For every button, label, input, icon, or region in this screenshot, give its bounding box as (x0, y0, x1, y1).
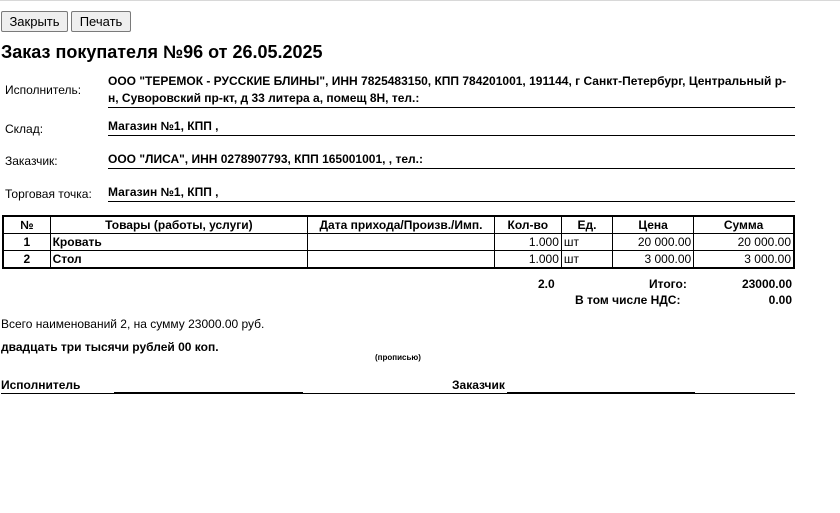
signature-baseline (1, 393, 795, 394)
header-date: Дата прихода/Произв./Имп. (308, 216, 494, 234)
print-button[interactable]: Печать (71, 11, 131, 32)
header-qty: Кол-во (494, 216, 561, 234)
table-row (3, 234, 794, 251)
header-sum: Сумма (694, 216, 794, 234)
amount-in-words: двадцать три тысячи рублей 00 коп. (1, 340, 219, 354)
page-title: Заказ покупателя №96 от 26.05.2025 (1, 42, 323, 62)
summary-line: Всего наименований 2, на сумму 23000.00 руб. (1, 317, 265, 331)
row-date (308, 251, 494, 269)
row-goods: Кровать (50, 234, 308, 251)
row-date (308, 234, 494, 251)
row-unit: шт (561, 234, 612, 251)
customer-label: Заказчик: (5, 154, 58, 168)
row-qty: 1.000 (494, 234, 561, 251)
customer-signature-line (507, 392, 695, 393)
items-table (2, 215, 795, 269)
header-goods: Товары (работы, услуги) (50, 216, 308, 234)
row-num: 1 (3, 234, 50, 251)
header-unit: Ед. (561, 216, 612, 234)
signature-executor-label: Исполнитель (1, 378, 81, 392)
row-qty: 1.000 (494, 251, 561, 269)
outlet-label: Торговая точка: (5, 187, 92, 201)
customer-value: ООО "ЛИСА", ИНН 0278907793, КПП 165001001, , тел.: (108, 151, 795, 169)
top-border (0, 0, 840, 1)
row-price: 20 000.00 (613, 234, 694, 251)
row-goods: Стол (50, 251, 308, 269)
row-unit: шт (561, 251, 612, 269)
executor-signature-line (114, 392, 303, 393)
qty-total: 2.0 (538, 277, 555, 291)
row-sum: 3 000.00 (694, 251, 794, 269)
row-num: 2 (3, 251, 50, 269)
row-sum: 20 000.00 (694, 234, 794, 251)
in-words-caption: (прописью) (375, 353, 421, 362)
outlet-value: Магазин №1, КПП , (108, 184, 795, 202)
warehouse-label: Склад: (5, 122, 44, 136)
header-num: № (3, 216, 50, 234)
warehouse-value: Магазин №1, КПП , (108, 118, 795, 136)
vat-value: 0.00 (768, 293, 792, 307)
total-label: Итого: (649, 277, 687, 291)
close-button[interactable]: Закрыть (1, 11, 68, 32)
header-price: Цена (613, 216, 694, 234)
total-value: 23000.00 (741, 277, 792, 291)
row-price: 3 000.00 (613, 251, 694, 269)
executor-label: Исполнитель: (5, 83, 82, 97)
table-row (3, 251, 794, 269)
executor-value: ООО "ТЕРЕМОК - РУССКИЕ БЛИНЫ", ИНН 7825483150, КПП 784201001, 191144, г Санкт-Петербург, Центральный р-н, Суворовский пр-кт, д 33 литера а, помещ 8Н, тел.: (108, 73, 795, 108)
signature-customer-label: Заказчик (452, 378, 505, 392)
vat-label: В том числе НДС: (575, 293, 681, 307)
table-header-row (3, 216, 794, 234)
